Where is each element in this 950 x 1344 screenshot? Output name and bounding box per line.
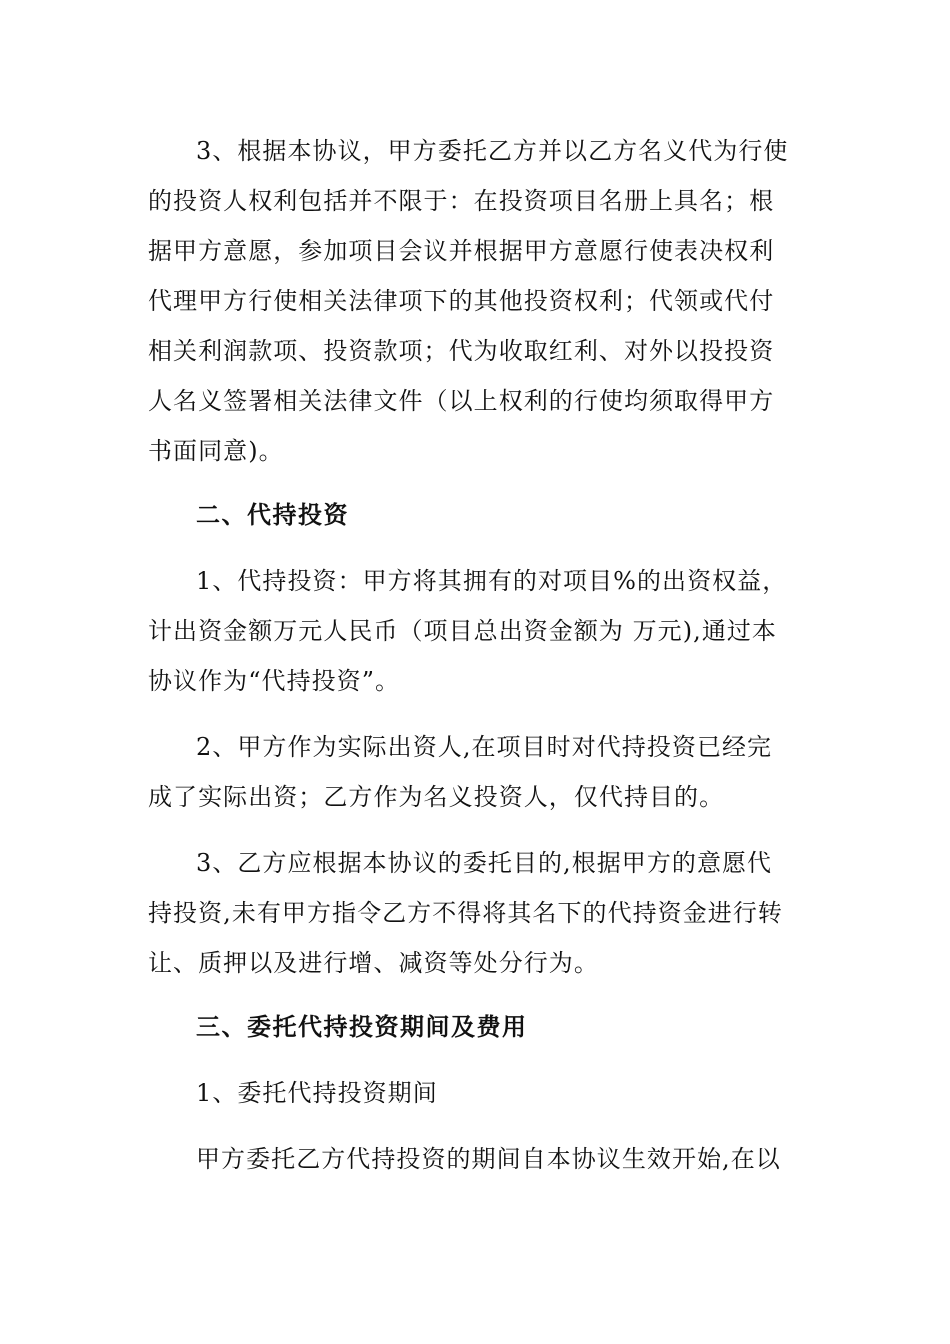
paragraph-line: 据甲方意愿，参加项目会议并根据甲方意愿行使表决权利 bbox=[148, 237, 775, 265]
paragraph-line: 3、乙方应根据本协议的委托目的,根据甲方的意愿代 bbox=[196, 849, 773, 877]
paragraph-line: 3、根据本协议，甲方委托乙方并以乙方名义代为行使 bbox=[196, 137, 789, 165]
paragraph-line: 的投资人权利包括并不限于：在投资项目名册上具名；根 bbox=[148, 187, 775, 215]
paragraph-line: 2、甲方作为实际出资人,在项目时对代持投资已经完 bbox=[196, 733, 773, 761]
paragraph-line: 持投资,未有甲方指令乙方不得将其名下的代持资金进行转 bbox=[148, 899, 783, 927]
section-heading: 三、委托代持投资期间及费用 bbox=[196, 1013, 528, 1041]
paragraph-line: 代理甲方行使相关法律项下的其他投资权利；代领或代付 bbox=[148, 287, 775, 315]
paragraph-line: 1、委托代持投资期间 bbox=[196, 1079, 438, 1107]
paragraph-line: 甲方委托乙方代持投资的期间自本协议生效开始,在以 bbox=[196, 1145, 781, 1173]
paragraph-line: 相关利润款项、投资款项；代为收取红利、对外以投投资 bbox=[148, 337, 775, 365]
paragraph-line: 1、代持投资：甲方将其拥有的对项目%的出资权益， bbox=[196, 567, 788, 595]
paragraph-line: 协议作为“代持投资”。 bbox=[148, 667, 401, 695]
paragraph-line: 计出资金额万元人民币（项目总出资金额为 万元),通过本 bbox=[148, 617, 777, 645]
section-heading: 二、代持投资 bbox=[196, 501, 349, 529]
paragraph-line: 人名义签署相关法律文件（以上权利的行使均须取得甲方 bbox=[148, 387, 775, 415]
paragraph-line: 书面同意)。 bbox=[148, 437, 284, 465]
paragraph-line: 让、质押以及进行增、减资等处分行为。 bbox=[148, 949, 599, 977]
paragraph-line: 成了实际出资；乙方作为名义投资人，仅代持目的。 bbox=[148, 783, 725, 811]
